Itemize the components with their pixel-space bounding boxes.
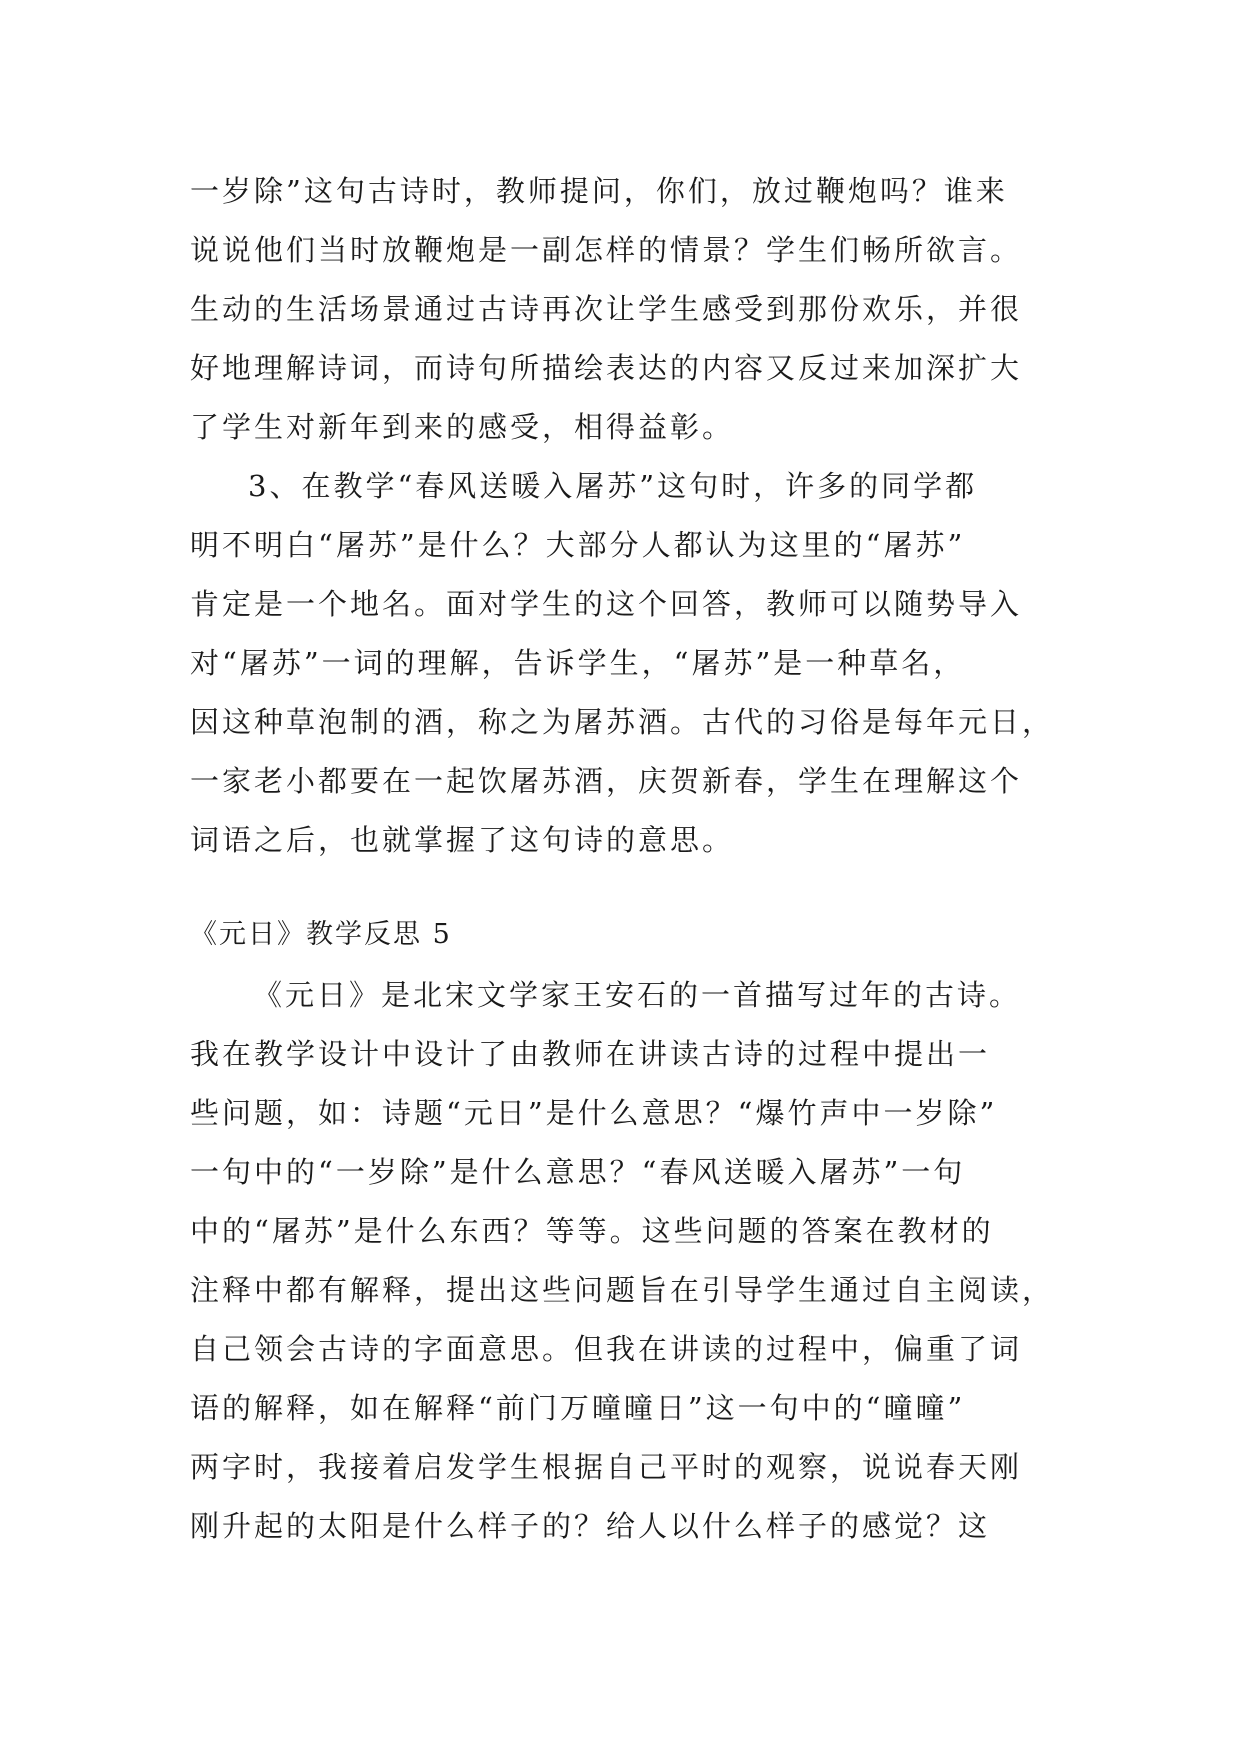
paragraph-line: 说说他们当时放鞭炮是一副怎样的情景？学生们畅所欲言。 <box>190 233 1023 267</box>
paragraph-line: 肯定是一个地名。面对学生的这个回答，教师可以随势导入 <box>190 587 1023 621</box>
paragraph-line: 生动的生活场景通过古诗再次让学生感受到那份欢乐，并很 <box>190 292 1023 326</box>
paragraph-line: 一岁除”这句古诗时，教师提问，你们，放过鞭炮吗？谁来 <box>190 174 1008 208</box>
paragraph-line: 中的“屠苏”是什么东西？等等。这些问题的答案在教材的 <box>190 1214 994 1248</box>
paragraph-line: 《元日》是北宋文学家王安石的一首描写过年的古诗。 <box>253 978 1022 1012</box>
paragraph-line: 对“屠苏”一词的理解，告诉学生，“屠苏”是一种草名， <box>190 646 966 680</box>
paragraph-line: 好地理解诗词，而诗句所描绘表达的内容又反过来加深扩大 <box>190 351 1023 385</box>
section-2-body <box>190 966 1080 1556</box>
section-title: 《元日》教学反思 5 <box>190 919 452 950</box>
paragraph-line: 我在教学设计中设计了由教师在讲读古诗的过程中提出一 <box>190 1037 991 1071</box>
paragraph-line: 自己领会古诗的字面意思。但我在讲读的过程中，偏重了词 <box>190 1332 1023 1366</box>
section-1-body <box>190 162 1080 870</box>
paragraph-line: 些问题，如：诗题“元日”是什么意思？“爆竹声中一岁除” <box>190 1096 998 1130</box>
paragraph-line: 明不明白“屠苏”是什么？大部分人都认为这里的“屠苏” <box>190 528 966 562</box>
paragraph-line: 因这种草泡制的酒，称之为屠苏酒。古代的习俗是每年元日， <box>190 705 1055 739</box>
paragraph-line: 了学生对新年到来的感受，相得益彰。 <box>190 410 735 444</box>
paragraph-line: 一家老小都要在一起饮屠苏酒，庆贺新春，学生在理解这个 <box>190 764 1023 798</box>
paragraph-line: 语的解释，如在解释“前门万曈曈日”这一句中的“曈曈” <box>190 1391 966 1425</box>
paragraph-line: 刚升起的太阳是什么样子的？给人以什么样子的感觉？这 <box>190 1509 991 1543</box>
paragraph-line: 一句中的“一岁除”是什么意思？“春风送暖入屠苏”一句 <box>190 1155 966 1189</box>
paragraph-line: 词语之后，也就掌握了这句诗的意思。 <box>190 823 735 857</box>
paragraph-line: 3、在教学“春风送暖入屠苏”这句时，许多的同学都 <box>248 469 978 503</box>
paragraph-line: 两字时，我接着启发学生根据自己平时的观察，说说春天刚 <box>190 1450 1023 1484</box>
paragraph-line: 注释中都有解释，提出这些问题旨在引导学生通过自主阅读， <box>190 1273 1055 1307</box>
